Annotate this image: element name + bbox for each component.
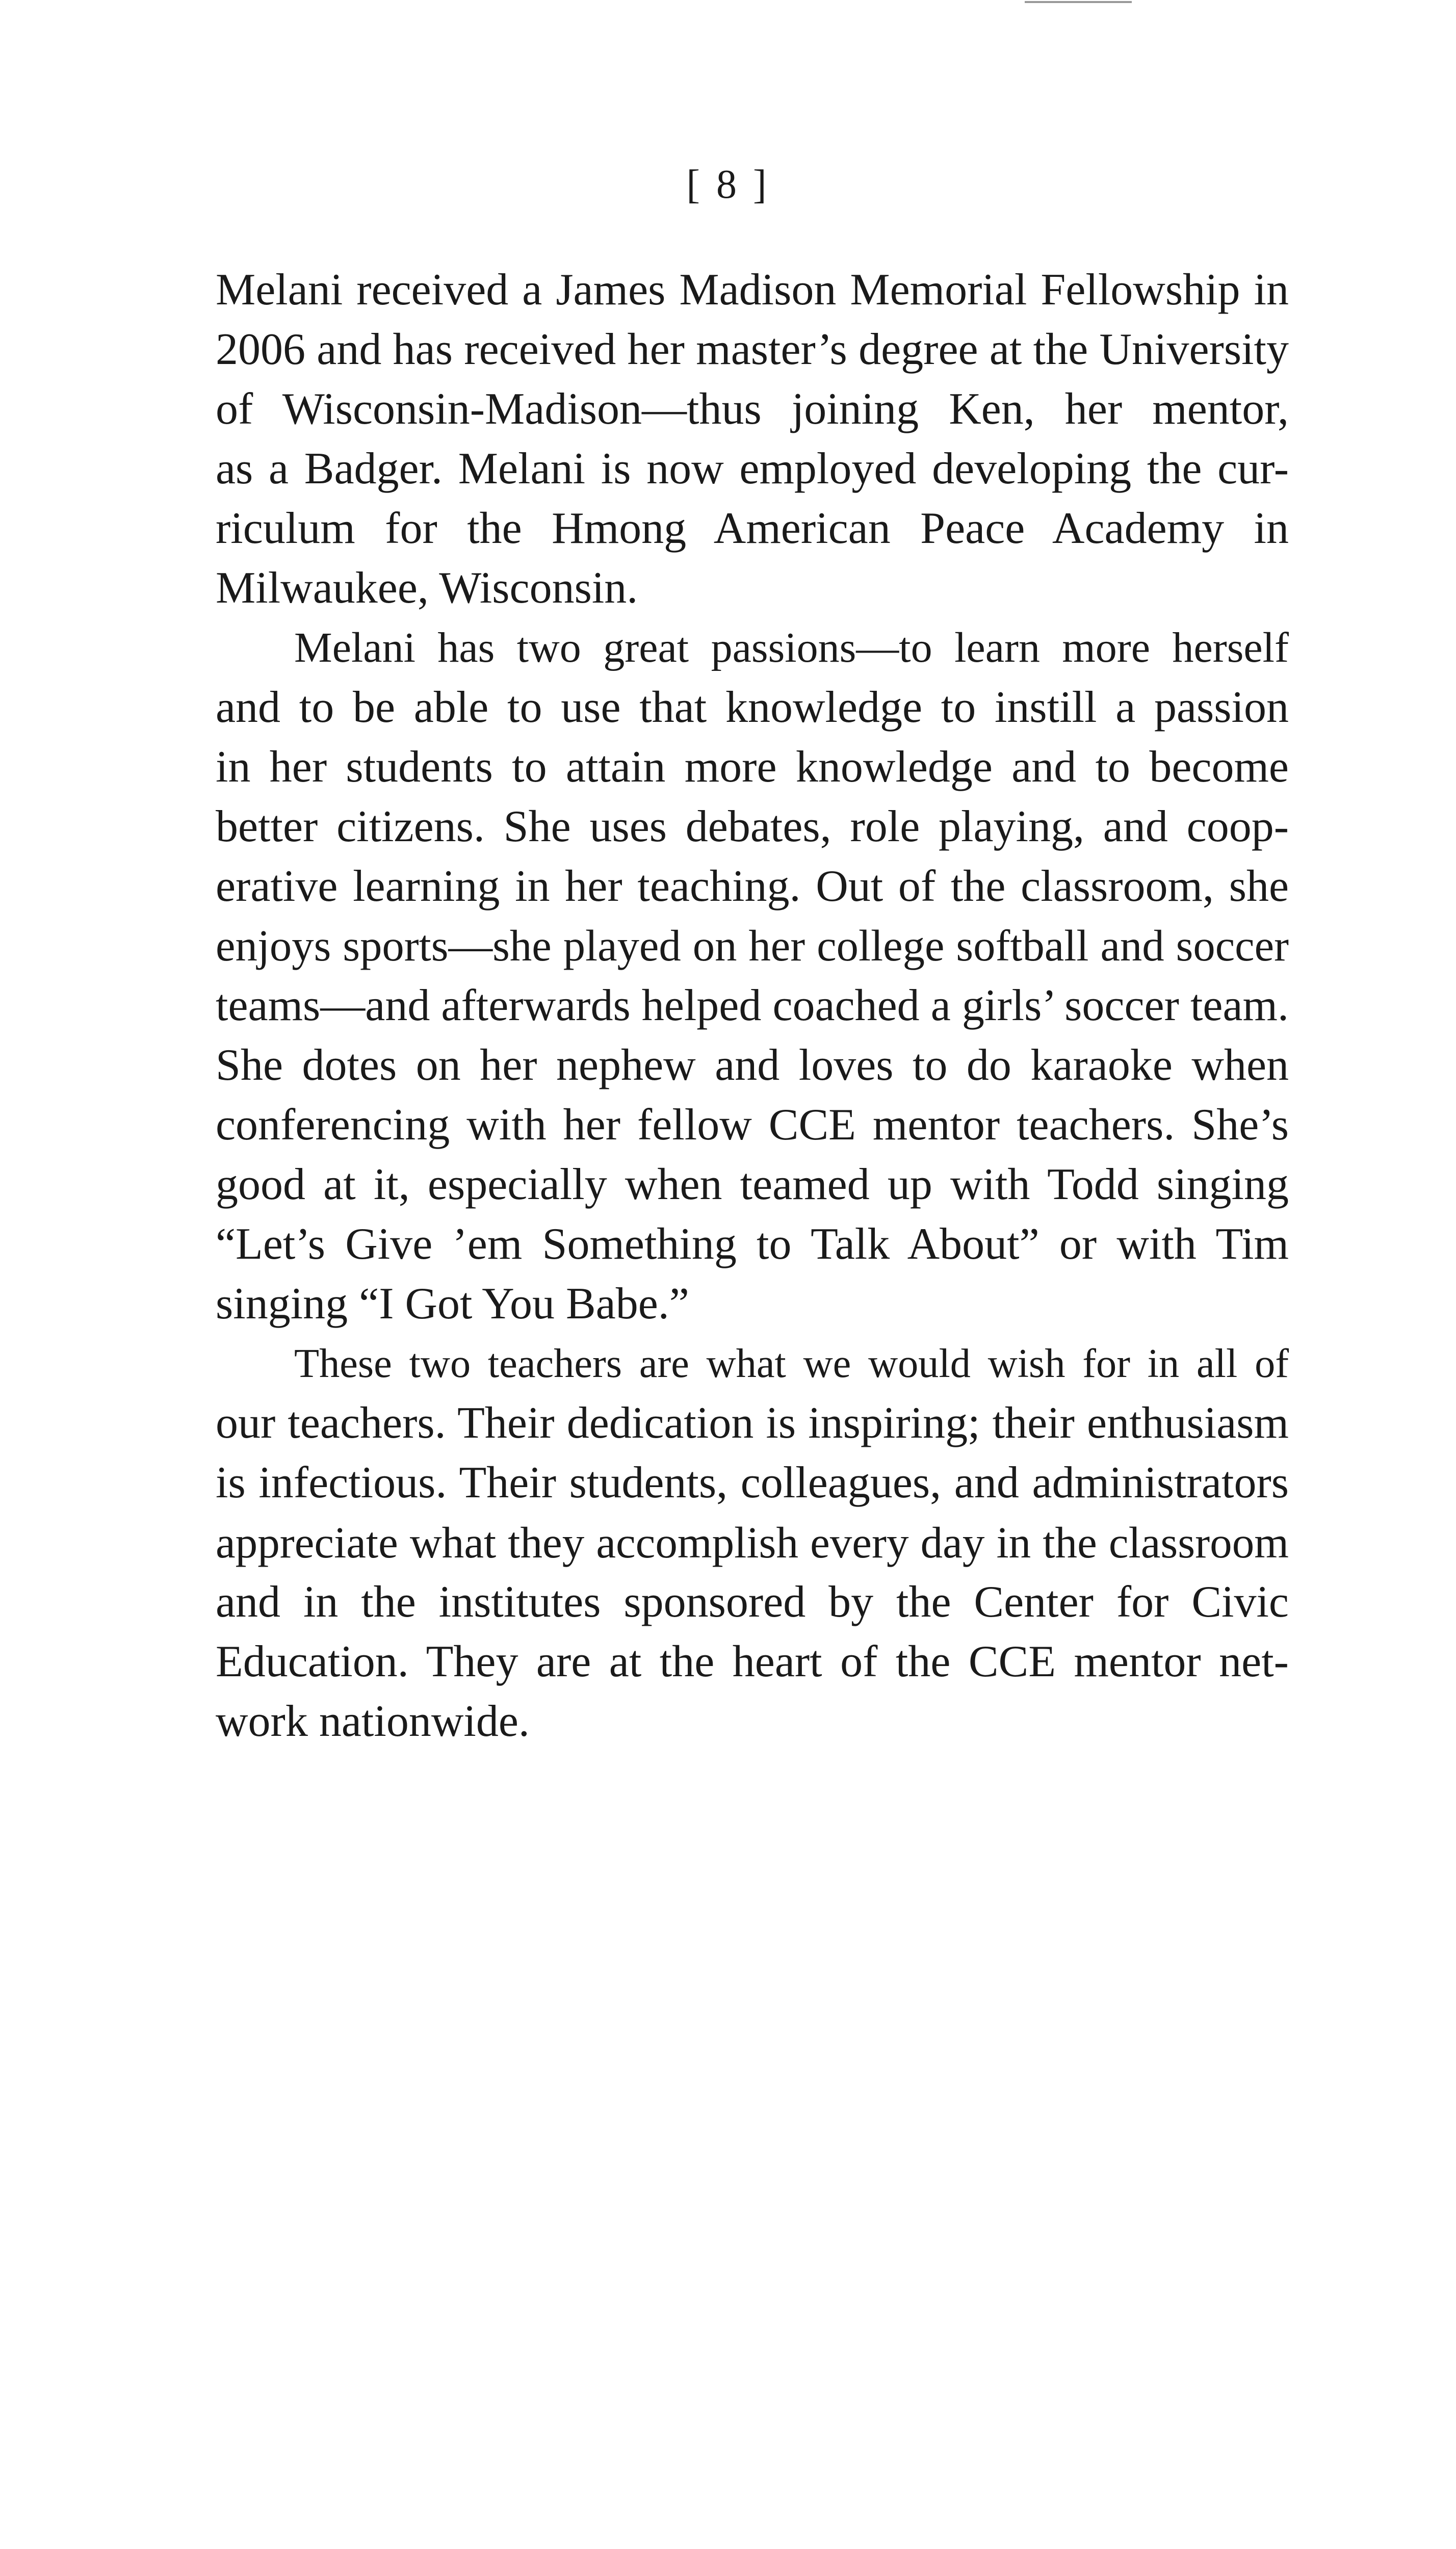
text-line: singing “I Got You Babe.” [216,1279,689,1329]
text-line: in her students to attain more knowledge and to become [216,742,1289,792]
page-number: [ 8 ] [686,162,770,207]
text-line: Melani has two great passions—to learn more herself [294,624,1289,671]
text-line: 2006 and has received her master’s degree at the University [216,325,1289,374]
text-line: “Let’s Give ’em Something to Talk About” or with Tim [216,1219,1289,1269]
text-line: and in the institutes sponsored by the Center for Civic [216,1577,1289,1627]
text-line: our teachers. Their dedication is inspiring; their enthusiasm [216,1398,1289,1448]
text-line: Milwaukee, Wisconsin. [216,563,638,613]
text-line: of Wisconsin-Madison—thus joining Ken, her mentor, [216,384,1289,434]
text-line: as a Badger. Melani is now employed developing the cur- [216,444,1289,493]
text-line: appreciate what they accomplish every day in the classroom [216,1518,1289,1567]
scan-edge-mark-top [1025,1,1132,3]
paragraph-2 [216,618,1289,1334]
text-line: teams—and afterwards helped coached a girls’ soccer team. [216,981,1289,1030]
text-line: She dotes on her nephew and loves to do karaoke when [216,1041,1289,1090]
paragraph-3 [216,1334,1289,1751]
text-line: erative learning in her teaching. Out of the classroom, she [216,862,1289,911]
text-line: better citizens. She uses debates, role playing, and coop- [216,802,1289,851]
text-line: These two teachers are what we would wish for in all of [294,1341,1289,1386]
text-line: enjoys sports—she played on her college softball and soccer [216,921,1289,970]
text-line: conferencing with her fellow CCE mentor teachers. She’s [216,1100,1289,1150]
text-line: and to be able to use that knowledge to instill a passion [216,683,1289,732]
body-text [216,260,1289,1751]
text-line: is infectious. Their students, colleagues, and administrators [216,1458,1289,1507]
text-line: good at it, especially when teamed up with Todd singing [216,1160,1289,1209]
text-line: Melani received a James Madison Memorial Fellowship in [216,265,1289,315]
text-line: riculum for the Hmong American Peace Academy in [216,504,1289,553]
text-line: Education. They are at the heart of the CCE mentor net- [216,1637,1289,1686]
text-line: work nationwide. [216,1697,530,1746]
paragraph-1 [216,260,1289,618]
